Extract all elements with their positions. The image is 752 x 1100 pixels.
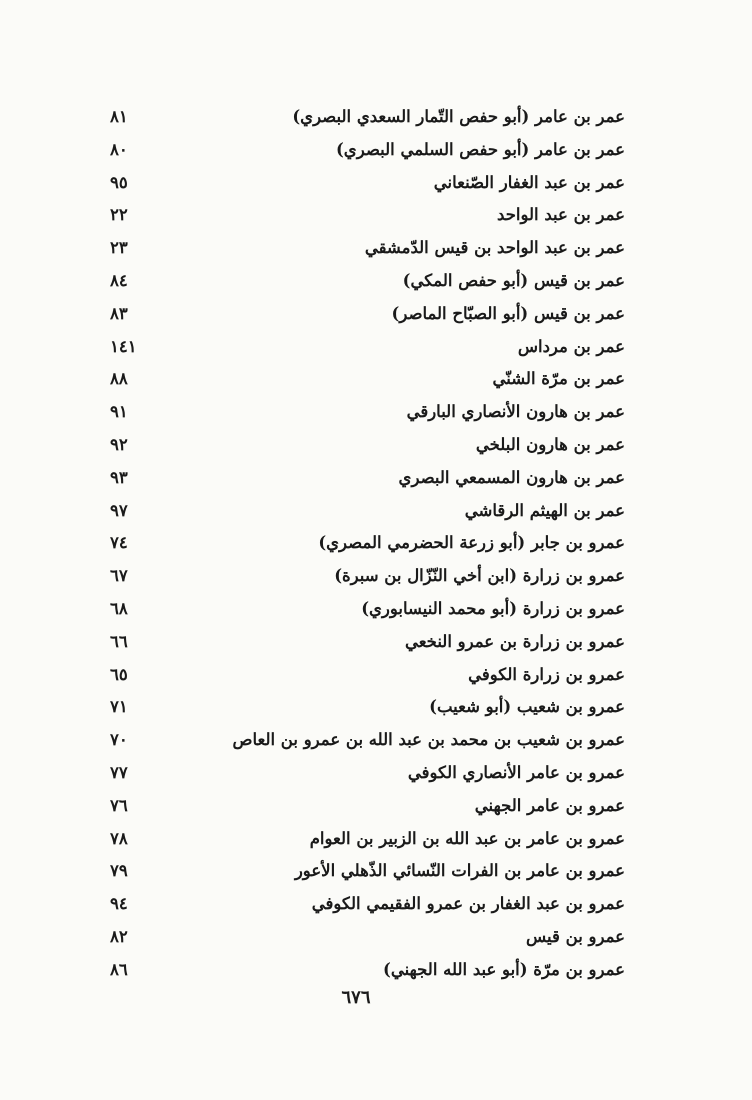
entry-name: عمر بن الهيثم الرقاشي: [464, 500, 625, 520]
list-item: [110, 199, 625, 232]
entry-name: عمر بن مرداس: [517, 336, 625, 356]
entry-name: عمر بن هارون البلخي: [475, 434, 625, 454]
list-item: [110, 167, 625, 200]
list-item: [110, 954, 625, 987]
entry-page-number: ٦٨: [110, 598, 128, 618]
entry-page-number: ٨٤: [110, 270, 128, 290]
entry-name: عمرو بن شعيب بن محمد بن عبد الله بن عمرو بن العاص: [232, 730, 625, 750]
entry-name: عمرو بن عامر الجهني: [474, 795, 625, 815]
entry-page-number: ٨٢: [110, 926, 128, 946]
entry-page-number: ٩٣: [110, 467, 128, 487]
list-item: [110, 527, 625, 560]
list-item: [110, 331, 625, 364]
entry-page-number: ٦٥: [110, 664, 128, 684]
entry-page-number: ٧٧: [110, 762, 128, 782]
index-list: [110, 101, 625, 987]
entry-name: عمرو بن عامر بن عبد الله بن الزبير بن العوام: [309, 828, 625, 848]
entry-name: عمرو بن جابر (أبو زرعة الحضرمي المصري): [318, 533, 625, 553]
list-item: [110, 101, 625, 134]
entry-name: عمرو بن عامر بن الفرات النّسائي الذّهلي الأعور: [294, 861, 625, 881]
entry-page-number: ٧٨: [110, 828, 128, 848]
entry-page-number: ٩٢: [110, 434, 128, 454]
list-item: [110, 593, 625, 626]
entry-name: عمر بن عبد الغفار الصّنعاني: [433, 172, 625, 192]
list-item: [110, 659, 625, 692]
entry-page-number: ٧٠: [110, 730, 128, 750]
list-item: [110, 560, 625, 593]
page-number: ٦٧٦: [341, 987, 371, 1008]
list-item: [110, 823, 625, 856]
entry-name: عمر بن هارون المسمعي البصري: [398, 467, 625, 487]
list-item: [110, 134, 625, 167]
list-item: [110, 724, 625, 757]
entry-name: عمر بن عبد الواحد بن قيس الدّمشقي: [364, 238, 625, 258]
entry-page-number: ٢٣: [110, 238, 128, 258]
list-item: [110, 232, 625, 265]
entry-name: عمر بن مرّة الشنّي: [492, 369, 625, 389]
list-item: [110, 757, 625, 790]
list-item: [110, 462, 625, 495]
list-item: [110, 495, 625, 528]
entry-page-number: ٢٢: [110, 205, 128, 225]
entry-page-number: ٩٧: [110, 500, 128, 520]
list-item: [110, 396, 625, 429]
entry-page-number: ٦٧: [110, 566, 128, 586]
entry-name: عمرو بن زرارة الكوفي: [468, 664, 625, 684]
entry-name: عمر بن عامر (أبو حفص التّمار السعدي البصري): [292, 107, 625, 126]
list-item: [110, 855, 625, 888]
entry-page-number: ٧٦: [110, 795, 128, 815]
entry-page-number: ٩١: [110, 402, 128, 422]
entry-name: عمرو بن زرارة بن عمرو النخعي: [404, 631, 625, 651]
entry-name: عمر بن هارون الأنصاري البارقي: [406, 402, 625, 422]
entry-page-number: ٧٩: [110, 861, 128, 881]
list-item: [110, 626, 625, 659]
list-item: [110, 265, 625, 298]
entry-page-number: ٨٨: [110, 369, 128, 389]
entry-page-number: ٨١: [110, 107, 128, 126]
list-item: [110, 429, 625, 462]
entry-page-number: ٧١: [110, 697, 128, 717]
entry-page-number: ٩٤: [110, 894, 128, 914]
entry-page-number: ٨٠: [110, 139, 128, 159]
entry-name: عمر بن قيس (أبو حفص المكي): [402, 270, 625, 290]
entry-name: عمر بن عبد الواحد: [497, 205, 625, 225]
entry-page-number: ١٤١: [110, 336, 137, 356]
entry-name: عمرو بن مرّة (أبو عبد الله الجهني): [383, 959, 625, 979]
entry-page-number: ٦٦: [110, 631, 128, 651]
entry-name: عمرو بن عبد الغفار بن عمرو الفقيمي الكوفي: [311, 894, 625, 914]
entry-name: عمرو بن شعيب (أبو شعيب): [429, 697, 625, 717]
list-item: [110, 691, 625, 724]
list-item: [110, 298, 625, 331]
entry-page-number: ٩٥: [110, 172, 128, 192]
list-item: [110, 888, 625, 921]
list-item: [110, 921, 625, 954]
list-item: [110, 790, 625, 823]
entry-name: عمر بن عامر (أبو حفص السلمي البصري): [336, 139, 625, 159]
entry-page-number: ٨٣: [110, 303, 128, 323]
entry-page-number: ٧٤: [110, 533, 128, 553]
entry-name: عمرو بن قيس: [526, 926, 625, 946]
entry-name: عمرو بن زرارة (ابن أخي النّزّال بن سبرة): [334, 566, 625, 586]
entry-name: عمر بن قيس (أبو الصبّاح الماصر): [391, 303, 625, 323]
entry-name: عمرو بن زرارة (أبو محمد النيسابوري): [361, 598, 625, 618]
entry-page-number: ٨٦: [110, 959, 128, 979]
entry-name: عمرو بن عامر الأنصاري الكوفي: [407, 762, 625, 782]
list-item: [110, 363, 625, 396]
